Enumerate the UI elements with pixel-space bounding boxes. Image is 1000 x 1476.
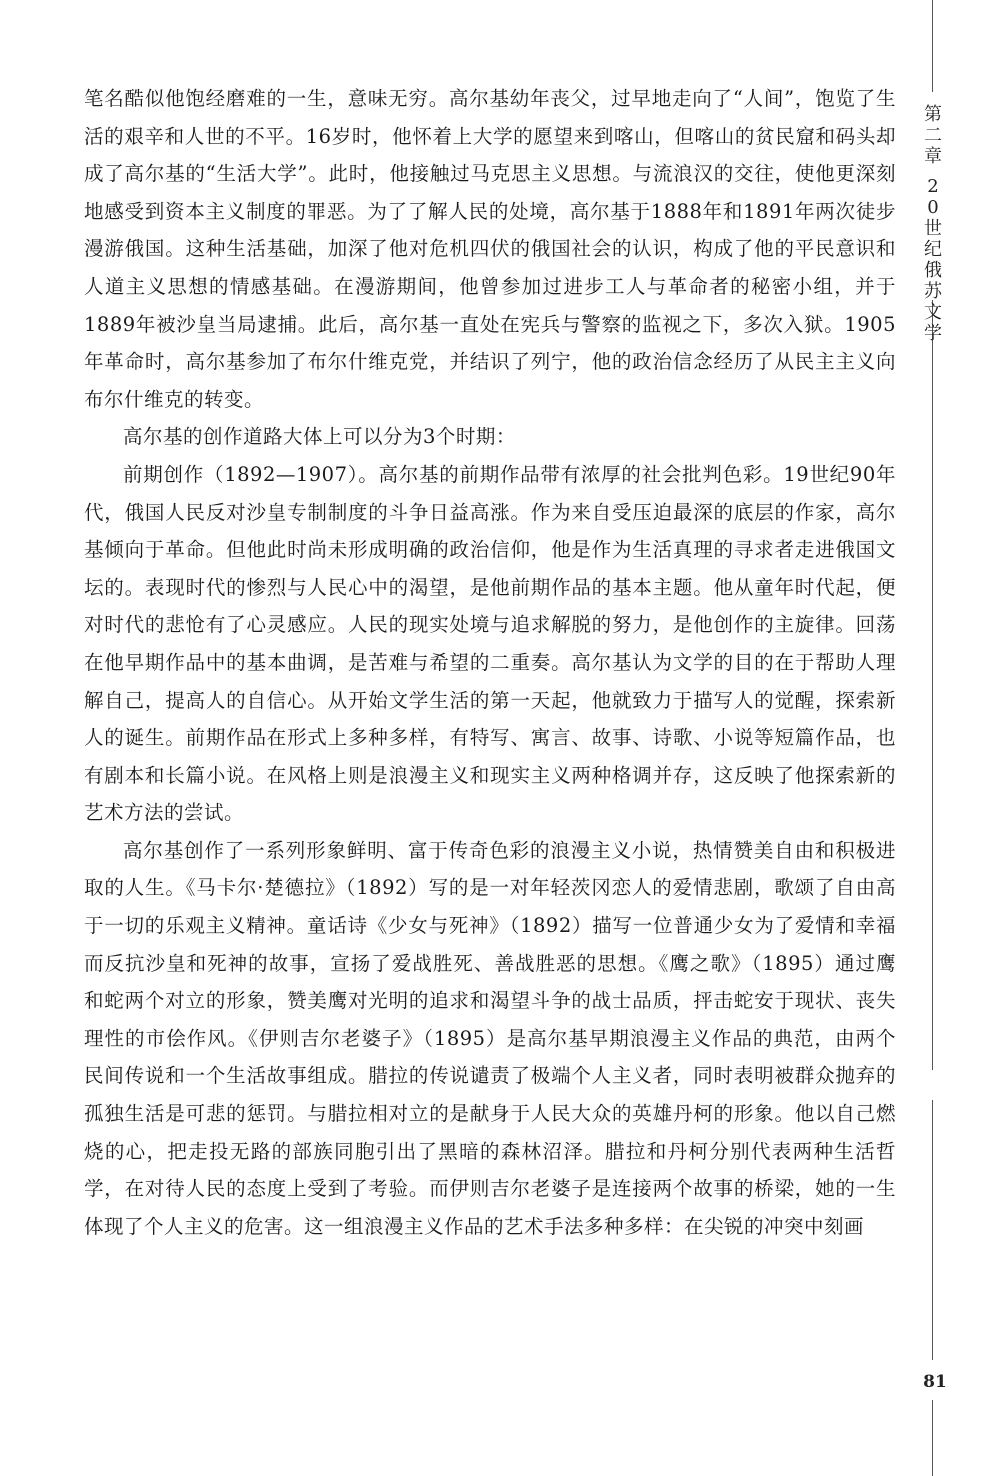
margin-rule-middle	[932, 300, 933, 1070]
running-head-chapter-label: 第二章	[924, 104, 942, 167]
paragraph-periods-intro: 高尔基的创作道路大体上可以分为3个时期：	[123, 425, 516, 449]
margin-rule-top	[932, 0, 933, 92]
margin-rule-lower	[932, 1100, 933, 1360]
running-head-chapter-title: 20世纪俄苏文学	[924, 176, 942, 344]
paragraph-early-works: 前期创作（1892—1907）。高尔基的前期作品带有浓厚的社会批判色彩。19世纪90年代，俄国人民反对沙皇专制制度的斗争日益高涨。作为来自受压迫最深的底层的作家，高尔基倾向于革命。但他此时尚未形成明确的政治信仰，他是作为生活真理的寻求者走进俄国文坛的。表现时代的惨烈与人民心中的渴望，是他前期作品的基本主题。他从童年时代起，便对时代的悲怆有了心灵感应。人民的现实处境与追求解脱的努力，是他创作的主旋律。回荡在他早期作品中的基本曲调，是苦难与希望的二重奏。高尔基认为文学的目的在于帮助人理解自己，提高人的自信心。从开始文学生活的第一天起，他就致力于描写人的觉醒，探索新人的诞生。前期作品在形式上多种多样，有特写、寓言、故事、诗歌、小说等短篇作品，也有剧本和长篇小说。在风格上则是浪漫主义和现实主义两种格调并存，这反映了他探索新的艺术方法的尝试。	[84, 462, 896, 825]
site-watermark	[0, 880, 40, 1080]
body-text	[84, 80, 896, 1245]
page-number: 81	[923, 1372, 947, 1392]
margin-rule-bottom	[932, 1400, 933, 1476]
paragraph-continuation: 笔名酷似他饱经磨难的一生，意味无穷。高尔基幼年丧父，过早地走向了“人间”，饱览了生活的艰辛和人世的不平。16岁时，他怀着上大学的愿望来到喀山，但喀山的贫民窟和码头却成了高尔基的“生活大学”。此时，他接触过马克思主义思想。与流浪汉的交往，使他更深刻地感受到资本主义制度的罪恶。为了了解人民的处境，高尔基于1888年和1891年两次徒步漫游俄国。这种生活基础，加深了他对危机四伏的俄国社会的认识，构成了他的平民意识和人道主义思想的情感基础。在漫游期间，他曾参加过进步工人与革命者的秘密小组，并于1889年被沙皇当局逮捕。此后，高尔基一直处在宪兵与警察的监视之下，多次入狱。1905年革命时，高尔基参加了布尔什维克党，并结识了列宁，他的政治信念经历了从民主主义向布尔什维克的转变。	[84, 87, 896, 411]
paragraph-romantic-novels: 高尔基创作了一系列形象鲜明、富于传奇色彩的浪漫主义小说，热情赞美自由和积极进取的人生。《马卡尔·楚德拉》（1892）写的是一对年轻茨冈恋人的爱情悲剧，歌颂了自由高于一切的乐观主义精神。童话诗《少女与死神》（1892）描写一位普通少女为了爱情和幸福而反抗沙皇和死神的故事，宣扬了爱战胜死、善战胜恶的思想。《鹰之歌》（1895）通过鹰和蛇两个对立的形象，赞美鹰对光明的追求和渴望斗争的战士品质，抨击蛇安于现状、丧失理性的市侩作风。《伊则吉尔老婆子》（1895）是高尔基早期浪漫主义作品的典范，由两个民间传说和一个生活故事组成。腊拉的传说谴责了极端个人主义者，同时表明被群众抛弃的孤独生活是可悲的惩罚。与腊拉相对立的是献身于人民大众的英雄丹柯的形象。他以自己燃烧的心，把走投无路的部族同胞引出了黑暗的森林沼泽。腊拉和丹柯分别代表两种生活哲学，在对待人民的态度上受到了考验。而伊则吉尔老婆子是连接两个故事的桥梁，她的一生体现了个人主义的危害。这一组浪漫主义作品的艺术手法多种多样：在尖锐的冲突中刻画	[84, 838, 896, 1238]
